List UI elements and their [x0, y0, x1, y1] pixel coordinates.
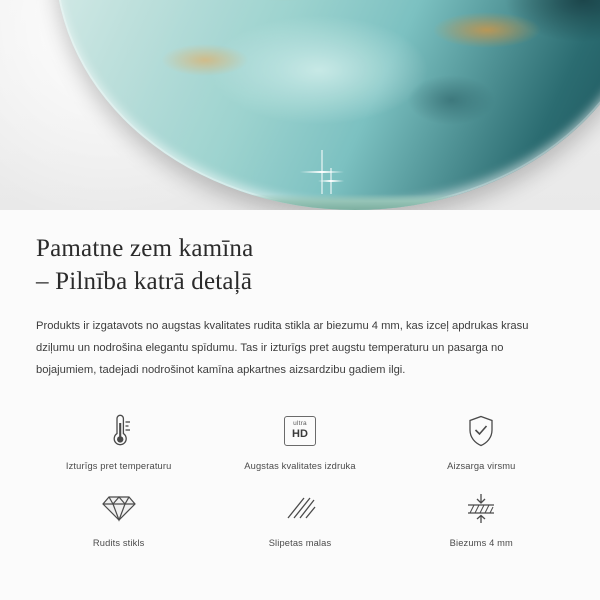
- ultra-hd-icon: [277, 410, 323, 452]
- hero-image: [0, 0, 600, 210]
- badge-top-text: ultra: [293, 420, 307, 428]
- feature-label: Slipetas malas: [268, 537, 332, 548]
- diamond-icon: [96, 487, 142, 529]
- glass-panel-image: [55, 0, 600, 210]
- badge-bottom-text: HD: [292, 427, 308, 440]
- feature-item: [209, 410, 390, 471]
- feature-grid: [28, 410, 572, 548]
- shield-check-icon: [458, 410, 504, 452]
- thickness-icon: [458, 487, 504, 529]
- feature-item: [391, 487, 572, 548]
- feature-item: [28, 410, 209, 471]
- feature-label: Izturīgs pret temperaturu: [65, 460, 172, 471]
- product-description: Produkts ir izgatavots no augstas kvalitates rudita stikla ar biezumu 4 mm, kas izceļ apdrukas krasu dziļumu un nodrošina elegantu spīdumu. Tas ir izturīgs pret augstu temperaturu un pasarga no bojajumiem, tadejadi nodrošinot kamīna apkartnes aizsardzibu gadiem ilgi.: [36, 320, 529, 376]
- feature-label: Aizsarga virsmu: [447, 460, 516, 471]
- title-line-2: – Pilnība katrā detaļā: [36, 268, 253, 295]
- feature-item: [28, 487, 209, 548]
- title-line-1: Pamatne zem kamīna: [36, 235, 254, 262]
- feature-item: [209, 487, 390, 548]
- thermometer-icon: [96, 410, 142, 452]
- feature-item: [391, 410, 572, 471]
- polished-edges-icon: [277, 487, 323, 529]
- page-title: [36, 232, 564, 298]
- feature-label: Augstas kvalitates izdruka: [244, 460, 356, 471]
- content-block: [0, 210, 600, 382]
- feature-label: Rudits stikls: [92, 537, 145, 548]
- feature-label: Biezums 4 mm: [449, 537, 513, 548]
